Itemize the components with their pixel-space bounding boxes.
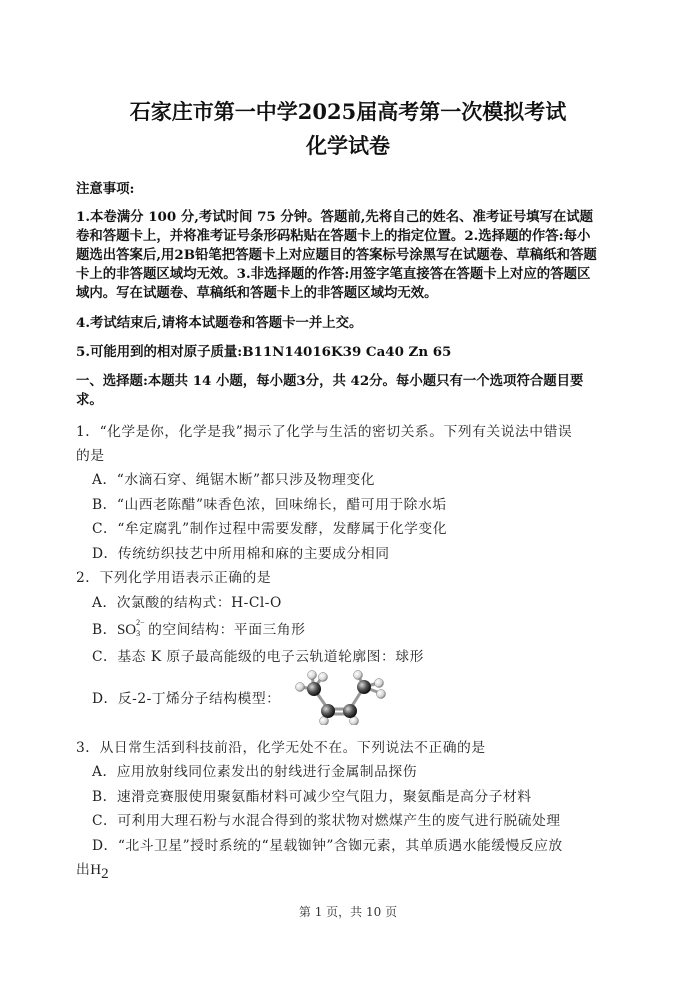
question-1-stem: 1．“化学是你，化学是我”揭示了化学与生活的密切关系。下列有关说法中错误: [76, 424, 573, 440]
exam-title: 石家庄市第一中学2025届高考第一次模拟考试: [129, 99, 567, 124]
question-1-stem-cont: 的是: [76, 448, 105, 464]
question-2-option-d: D．反-2-丁烯分子结构模型：: [92, 691, 281, 707]
question-1-option-b: B．“山西老陈醋”味香色浓，回味绵长，醋可用于除水垢: [92, 497, 447, 513]
exam-subtitle: 化学试卷: [306, 133, 390, 158]
notice-heading: 注意事项:: [76, 181, 135, 197]
question-2-option-a: A．次氯酸的结构式：H-Cl-O: [92, 595, 282, 611]
notice-line: 卷和答题卡上，并将准考证号条形码粘贴在答题卡上的指定位置。2.选择题的作答:每小: [76, 228, 591, 244]
question-1-option-c: C．“牟定腐乳”制作过程中需要发酵，发酵属于化学变化: [92, 521, 447, 537]
question-3-option-b: B．速滑竞赛服使用聚氨酯材料可减少空气阻力，聚氨酯是高分子材料: [92, 789, 532, 805]
hydrogen-formula: H: [90, 862, 102, 878]
question-1-option-a: A．“水滴石穿、绳锯木断”都只涉及物理变化: [92, 472, 375, 488]
trans-2-butene-model-image: [292, 669, 402, 725]
notice-line: 域内。写在试题卷、草稿纸和答题卡上的非答题区域均无效。: [76, 285, 438, 301]
question-2-stem: 2．下列化学用语表示正确的是: [76, 570, 272, 586]
question-1-option-d: D．传统纺织技艺中所用棉和麻的主要成分相同: [92, 546, 390, 562]
ion-charge: 2− 3: [136, 617, 145, 638]
option-text: 的空间结构：平面三角形: [148, 622, 306, 638]
question-3-option-d-cont: 出$H_2$: [76, 862, 109, 882]
option-label: B．: [92, 622, 117, 638]
question-2-option-c: C．基态 K 原子最高能级的电子云轨道轮廓图：球形: [92, 649, 424, 665]
sulfite-formula: SO: [116, 622, 137, 638]
question-3-stem: 3．从日常生活到科技前沿，化学无处不在。下列说法不正确的是: [76, 740, 486, 756]
question-3-option-d: D．“北斗卫星”授时系统的“星载铷钟”含铷元素，其单质遇水能缓慢反应放: [92, 838, 563, 854]
question-2-option-b: [92, 618, 305, 639]
page-number: 第 1 页，共 10 页: [298, 905, 398, 919]
notice-item-4: 4.考试结束后,请将本试题卷和答题卡一并上交。: [76, 315, 363, 331]
question-3-option-c: C．可利用大理石粉与水混合得到的浆状物对燃煤产生的废气进行脱硫处理: [92, 813, 561, 829]
notice-line: 卡上的非答题区域均无效。3.非选择题的作答:用签字笔直接答在答题卡上对应的答题区: [76, 266, 591, 282]
question-3-option-a: A．应用放射线同位素发出的射线进行金属制品探伤: [92, 764, 417, 780]
notice-line: 题选出答案后,用2B铅笔把答题卡上对应题目的答案标号涂黑写在试题卷、草稿纸和答题: [76, 247, 597, 263]
notice-line: 1.本卷满分 100 分,考试时间 75 分钟。答题前,先将自己的姓名、准考证号填写在试题: [76, 209, 594, 225]
notice-item-5: 5.可能用到的相对原子质量:B11N14016K39 Ca40 Zn 65: [76, 344, 452, 360]
section-heading-cont: 求。: [76, 392, 103, 408]
section-heading: 一、选择题:本题共 14 小题，每小题3分，共 42分。每小题只有一个选项符合题目要: [76, 373, 584, 389]
